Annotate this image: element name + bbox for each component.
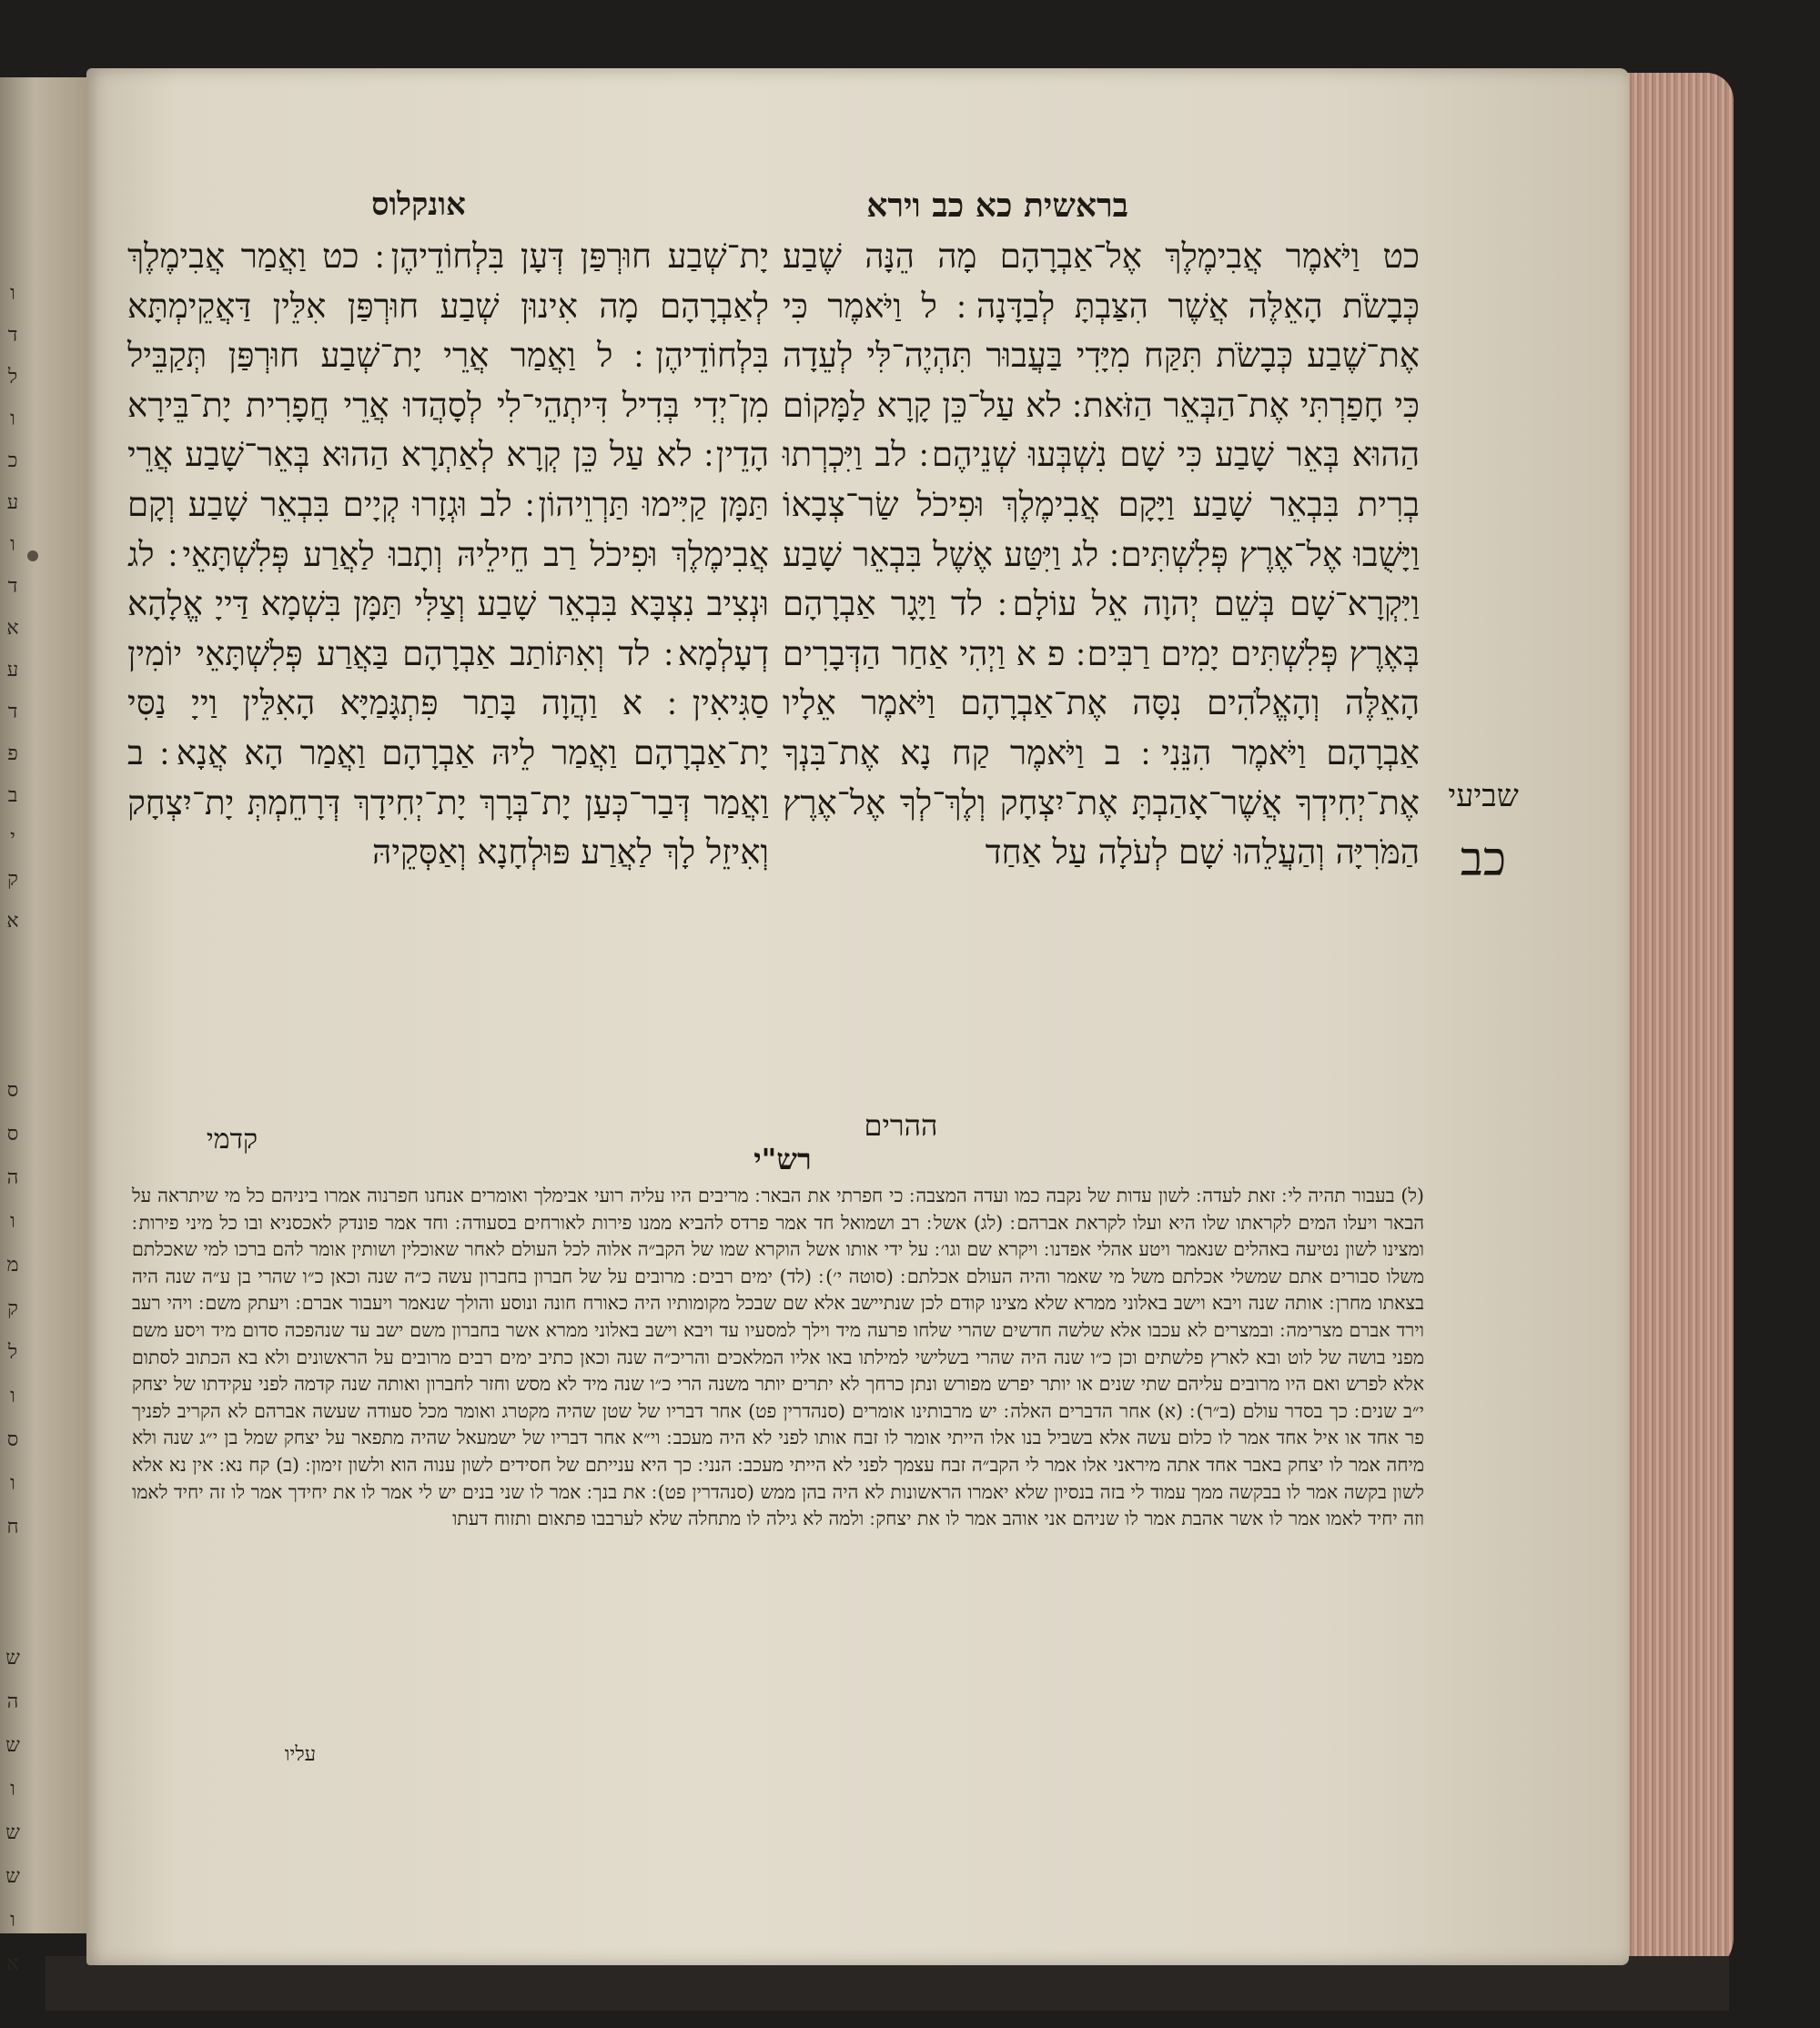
torah-text: כט וַיֹּאמֶר אֲבִימֶלֶךְ אֶל־אַבְרָהָם מָה הֵנָּה שֶׁבַע כְּבָשֹׂת הָאֵלֶּה אֲשֶׁר הִצַּבְתָּ לְבַדָּנָה ׃ ל וַיֹּאמֶר כִּי אֶת־שֶׁבַע כְּבָשֹׂת תִּקַּח מִיָּדִי בַּעֲבוּר תִּהְיֶה־לִּי לְעֵדָה כִּי חָפַרְתִּי אֶת־הַבְּאֵר הַזֹּאת ׃ לא עַל־כֵּן קָרָא לַמָּקוֹם הַהוּא בְּאֵר שָׁבַע כִּי שָׁם נִשְׁבְּעוּ שְׁנֵיהֶם ׃ לב וַיִּכְרְתוּ בְרִית בִּבְאֵר שָׁבַע וַיָּקָם אֲבִימֶלֶךְ וּפִיכֹל שַׂר־צְבָאוֹ וַיָּשֻׁבוּ אֶל־אֶרֶץ פְּלִשְׁתִּים ׃ לג וַיִּטַּע אֶשֶׁל בִּבְאֵר שָׁבַע וַיִּקְרָא־שָׁם בְּשֵׁם יְהוָה אֵל עוֹלָם ׃ לד וַיָּגָר אַבְרָהָם בְּאֶרֶץ פְּלִשְׁתִּים יָמִים רַבִּים ׃ פ א וַיְהִי אַחַר הַדְּבָרִים הָאֵלֶּה וְהָאֱלֹהִים נִסָּה אֶת־אַבְרָהָם וַיֹּאמֶר אֵלָיו אַבְרָהָם וַיֹּאמֶר הִנֵּנִי ׃ ב וַיֹּאמֶר קַח נָא אֶת־בִּנְךָ אֶת־יְחִידְךָ אֲשֶׁר־אָהַבְתָּ אֶת־יִצְחָק וְלֶךְ־לְךָ אֶל־אֶרֶץ הַמֹּרִיָּה וְהַעֲלֵהוּ שָׁם לְעֹלָה עַל אַחַד xyxy=(783,237,1420,873)
gutter-spot xyxy=(27,550,38,561)
torah-column-header: בראשית כא כב וירא xyxy=(866,187,1128,225)
page-block-edge xyxy=(1624,73,1734,1974)
rashi-heading: רש"י xyxy=(753,1142,812,1176)
torah-text-column xyxy=(783,232,1420,1133)
torah-catchword: ההרים xyxy=(864,1108,938,1143)
targum-catchword: קדמי xyxy=(206,1124,258,1155)
targum-text: יָת־שְׁבַע חוּרְפַּן דְּעָן בִּלְחוֹדֵיהֶן ׃ כט וַאֲמַר אֲבִימֶלֶךְ לְאַבְרָהָם מָה אִינוּן שְׁבַע חוּרְפַּן אִלֵּין דַּאֲקֵימְתָּא בִּלְחוֹדֵיהֶן ׃ ל וַאֲמַר אֲרֵי יָת־שְׁבַע חוּרְפַּן תְּקַבֵּיל מִן־יְדִי בְּדִיל דִּיתְהֵי־לִי לְסָהֲדוּ אֲרֵי חֲפָרִית יָת־בֵּירָא הָדֵין ׃ לא עַל כֵּן קְרָא לְאַתְרָא הַהוּא בְּאֵר־שָׁבַע אֲרֵי תַּמָּן קַיִּימוּ תַּרְוֵיהוֹן ׃ לב וּגְזָרוּ קְיָים בִּבְאֵר שָׁבַע וְקָם אֲבִימֶלֶךְ וּפִיכֹל רַב חֵילֵיהּ וְתָבוּ לַאֲרַע פְּלִשְׁתָּאֵי ׃ לג וּנְצִיב נִצְבָּא בִּבְאֵר שָׁבַע וְצַלִּי תַּמָּן בִּשְׁמָא דַּייָ אֱלָהָא דְעָלְמָא ׃ לד וְאִתּוֹתַב אַבְרָהָם בַּאֲרַע פְּלִשְׁתָּאֵי יוֹמִין סַגִּיאִין ׃ א וַהֲוָה בָּתַר פִּתְגָּמַיָּא הָאִלֵּין וַייָ נַסִּי יָת־אַבְרָהָם וַאֲמַר לֵיהּ אַבְרָהָם וַאֲמַר הָא אֲנָא ׃ ב וַאֲמַר דְּבַר־כְּעַן יָת־בְּרָךְ יָת־יְחִידָךְ דְּרָחֵמְתְּ יָת־יִצְחָק וְאִיזֵל לָךְ לַאֲרַע פּוּלְחָנָא וְאַסְּקֵיהּ xyxy=(127,237,769,873)
aliyah-marker: שביעי xyxy=(1448,778,1519,814)
rashi-catchword: עליו xyxy=(284,1743,317,1766)
left-page-margin-letters-lower: ס ס ה ו מ ק ל ו ס ו ח ש ה ש ו ש ש ו א xyxy=(5,1079,20,1975)
left-page-margin-letters: ו ד ל ו כ ע ו ד א ע ד פ ב י ק א xyxy=(6,282,19,933)
targum-text-column xyxy=(127,232,769,1133)
rashi-commentary: (ל) בעבור תהיה לי ׃ זאת לעדה ׃ לשון עדות של נקבה כמו ועדה המצבה ׃ כי חפרתי את הבאר ׃ מריבים היו עליה רועי אבימלך ואומרים אנחנו חפרנוה אמרו ביניהם כל מי שיתראה על הבאר ויעלו המים לקראתו שלו היא ועלו לקראת אברהם ׃ (לג) אשל ׃ רב ושמואל חד אמר פרדס להביא ממנו פירות לאורחים בסעודה ׃ וחד אמר פונדק לאכסניא ובו כל מיני פירות ׃ ומצינו לשון נטיעה באהלים שנאמר ויטע אהלי אפדנו ׃ ויקרא שם וגו׳ ׃ על ידי אותו אשל הוקרא שמו של הקב״ה אלוה לכל העולם לאחר שאוכלין ושותין אומר להם ברכו למי שאכלתם משלו סבורים אתם שמשלי אכלתם משל מי שאמר והיה העולם אכלתם ׃ (סוטה י׳) ׃ (לד) ימים רבים ׃ מרובים על של חברון בחברון עשה כ״ה שנה וכאן כ״ו שהרי בן ע״ה שנה היה בצאתו מחרן ׃ אותה שנה ויבא וישב באלוני ממרא שלא מצינו קודם לכן שנתיישב אלא שם שבכל מקומותיו היה כאורח חונה ונוסע והולך שנאמר ויעבור אברם ׃ ויעתק משם ׃ ויהי רעב וירד אברם מצרימה ׃ ובמצרים לא עכבו אלא שלשה חדשים שהרי שלחו פרעה מיד וילך למסעיו עד ויבא וישב באלוני ממרא אשר בחברון משם ישב עד שנהפכה סדום מיד ויסע משם מפני בושה של לוט ובא לארץ פלשתים וכן כ״ו שנה היה שהרי בשלישי למילתו באו אליו המלאכים והריכ״ה שנה וכאן כתיב ימים רבים מרובים על הראשונים ולא בא הכתוב לסתום אלא לפרש ואם היו מרובים עליהם שתי שנים או יותר יפרש מפורש ונתן כרחך לא יתרים יותר משנה הרי כ״ו שנה מיד לא מסש וחזר לחברון ואותה שנה קדמה לפני עקידתו של יצחק י״ב שנים ׃ כך בסדר עולם (ב״ר) ׃ (א) אחר הדברים האלה ׃ יש מרבותינו אומרים (סנהדרין פט) אחר דבריו של שטן שהיה מקטרג ואומר מכל סעודה שעשה אברהם לא הקריב לפניך פר אחד או איל אחד אמר לו כלום עשה אלא בשביל בנו אלו הייתי אומר לו זבח אותו לפני לא היה מעכב ׃ וי״א אחר דבריו של ישמעאל שהיה מתפאר על יצחק שמל בן י״ג שנה ולא מיחה אמר לו יצחק באבר אחד אתה מיראני אלו אמר לי הקב״ה זבח עצמך לפני לא הייתי מעכב ׃ הנני ׃ כך היא ענייתם של חסידים לשון ענוה הוא ולשון זימון ׃ (ב) קח נא ׃ אין נא אלא לשון בקשה אמר לו בבקשה ממך עמוד לי בזה בנסיון שלא יאמרו הראשונות לא היה בהן ממש (סנהדרין פט) ׃ את בנך ׃ אמר לו שני בנים יש לי אמר לו את יחידך אמר לו זה יחיד לאמו וזה יחיד לאמו אמר לו אשר אהבת אמר לו שניהם אני אוהב אמר לו את יצחק ׃ ולמה לא גילה לו מתחלה שלא לערבבו פתאום ותזוח דעתו xyxy=(132,1185,1424,1530)
chapter-number: כב xyxy=(1460,832,1507,887)
onkelos-column-header: אונקלוס xyxy=(371,187,466,223)
